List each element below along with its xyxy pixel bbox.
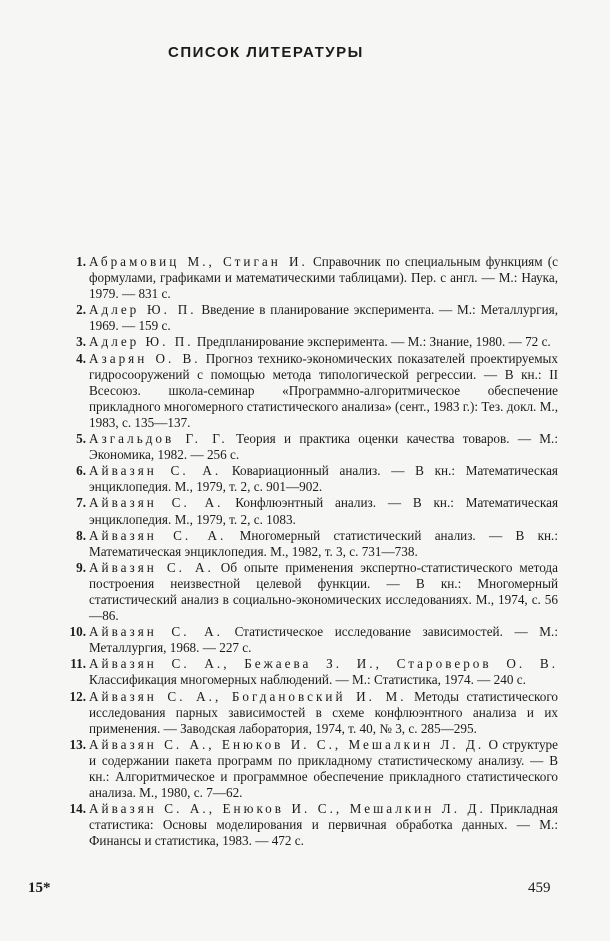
reference-item (56, 689, 558, 737)
reference-authors: Айвазян С. А., Енюков И. С., Мешалкин Л. Д. (89, 736, 485, 752)
reference-authors: Айвазян С. А. (89, 527, 227, 543)
reference-text: Классификация многомерных наблюдений. — М.: Статистика, 1974. — 240 с. (89, 672, 526, 688)
reference-item (56, 560, 558, 624)
reference-item (56, 737, 558, 801)
reference-item (56, 302, 558, 334)
reference-item (56, 334, 558, 350)
reference-number: 3. (76, 334, 86, 350)
reference-number: 9. (76, 559, 86, 575)
reference-item (56, 624, 558, 656)
reference-authors: Айвазян С. А. (89, 463, 222, 479)
reference-item (56, 656, 558, 688)
reference-item (56, 431, 558, 463)
reference-item (56, 254, 558, 302)
reference-text: Статистическое исследование зависимостей. — М.: Металлургия, 1968. — 227 с. (89, 624, 558, 656)
reference-text: Ковариационный анализ. — В кн.: Математическая энциклопедия. М., 1979, т. 2, с. 901—902. (89, 463, 559, 495)
reference-number: 7. (76, 495, 86, 511)
reference-authors: Айвазян С. А., Бежаева З. И., Староверов О. В. (89, 656, 558, 672)
reference-item (56, 463, 558, 495)
signature-mark: 15* (28, 880, 51, 896)
reference-number: 8. (76, 527, 86, 543)
reference-text: Справочник по специальным функциям (с формулами, графиками и математическими таблицами). Пер. с англ. — М.: Наука, 1979. — 831 с. (89, 254, 558, 302)
reference-number: 4. (76, 350, 86, 366)
reference-item (56, 528, 558, 560)
reference-authors: Айвазян С. А., Енюков И. С., Мешалкин Л. Д. (89, 801, 486, 817)
reference-text: Об опыте применения экспертно-статистического метода построения неизвестной целевой функции. — В кн.: Многомерный статистический анализ в социально-экономических исследованиях. М., 1974, с. 56—86. (89, 559, 558, 624)
reference-authors: Айвазян С. А. (89, 495, 224, 511)
reference-text: Прикладная статистика: Основы моделирования и первичная обработка данных. — М.: Финансы и статистика, 1983. — 472 с. (89, 801, 558, 849)
reference-authors: Азгальдов Г. Г. (89, 431, 228, 447)
reference-item (56, 801, 558, 849)
reference-text: Методы статистического исследования парных зависимостей в схеме конфлюэнтного анализа и их применения. — Заводская лаборатория, 1974, т. 40, № 3, с. 285—295. (89, 688, 559, 736)
reference-list (56, 254, 558, 849)
reference-number: 11. (70, 656, 86, 672)
reference-number: 6. (76, 463, 86, 479)
reference-authors: Адлер Ю. П. (89, 302, 197, 318)
reference-text: Многомерный статистический анализ. — В кн.: Математическая энциклопедия. М., 1982, т. 3, с. 731—738. (89, 527, 558, 559)
reference-item (56, 495, 558, 527)
reference-number: 12. (69, 688, 86, 704)
reference-text: Теория и практика оценки качества товаров. — М.: Экономика, 1982. — 256 с. (89, 431, 558, 463)
page-number: 459 (528, 880, 551, 896)
reference-number: 14. (69, 801, 86, 817)
reference-text: О структуре и содержании пакета программ по прикладному статистическому анализу. — В кн.: Алгоритмическое и программное обеспечение прикладного статистического анализа. М., 1980, с. 7—62. (89, 736, 558, 801)
reference-authors: Айвазян С. А. (89, 624, 223, 640)
reference-text: Предпланирование эксперимента. — М.: Знание, 1980. — 72 с. (193, 334, 551, 350)
reference-authors: Азарян О. В. (89, 350, 201, 366)
reference-number: 1. (76, 254, 86, 269)
reference-text: Конфлюэнтный анализ. — В кн.: Математическая энциклопедия. М., 1979, т. 2, с. 1083. (89, 495, 559, 527)
reference-text: Прогноз технико-экономических показателей проектируемых гидросооружений с помощью метода типологической регрессии. — В кн.: II Всесоюз. школа-семинар «Программно-алгоритмическое обеспечение прикладного многомерного статистического анализа» (сент., 1983 г.): Тез. докл. М., 1983, с. 135—137. (89, 350, 559, 430)
reference-number: 5. (76, 431, 86, 447)
reference-authors: Айвазян С. А. (89, 559, 214, 575)
page-title: СПИСОК ЛИТЕРАТУРЫ (168, 44, 364, 61)
reference-authors: Абрамовиц М., Стиган И. (89, 254, 308, 269)
reference-authors: Айвазян С. А., Богдановский И. М. (89, 688, 407, 704)
reference-number: 13. (69, 736, 86, 752)
reference-number: 2. (76, 302, 86, 318)
reference-text: Введение в планирование эксперимента. — М.: Металлургия, 1969. — 159 с. (89, 302, 558, 334)
reference-number: 10. (69, 624, 86, 640)
reference-item (56, 351, 558, 431)
reference-authors: Адлер Ю. П. (89, 334, 194, 350)
